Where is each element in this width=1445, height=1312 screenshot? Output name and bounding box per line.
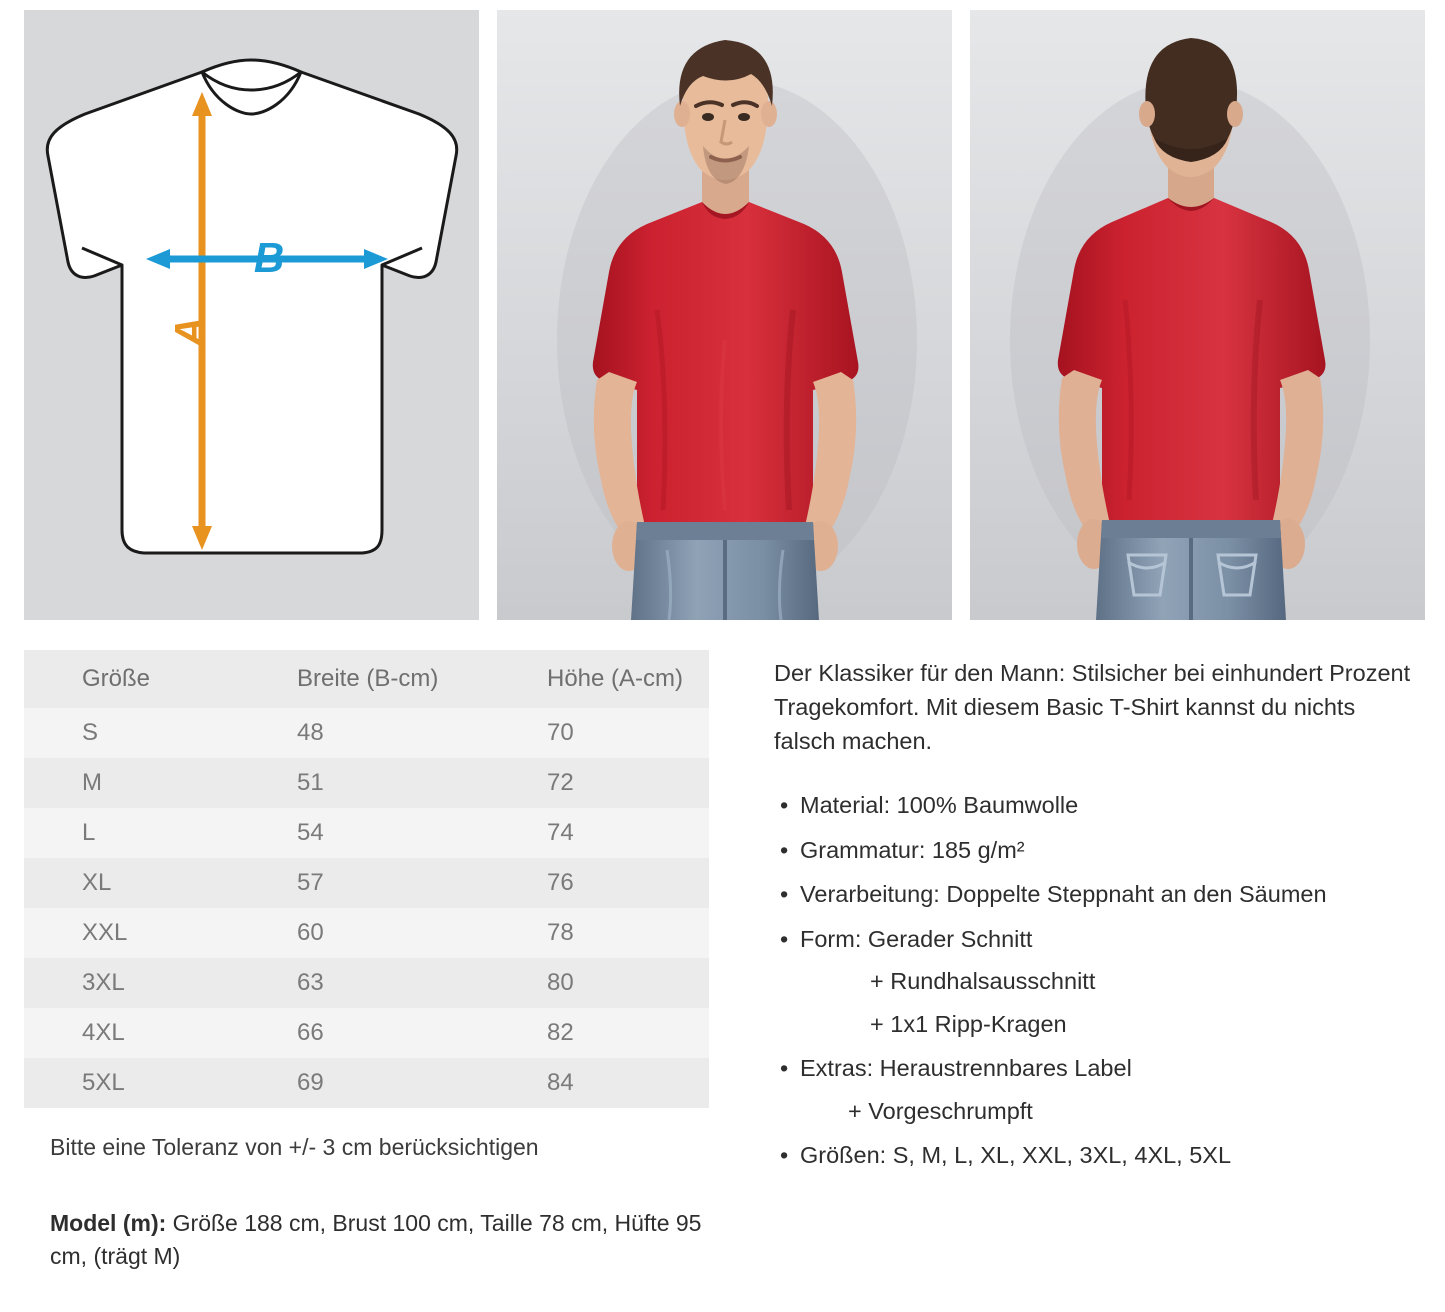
size-table-body bbox=[24, 708, 709, 1108]
cell-height: 70 bbox=[547, 719, 574, 746]
size-table-head bbox=[24, 650, 709, 708]
cell-height: 72 bbox=[547, 769, 574, 796]
table-row bbox=[24, 808, 709, 858]
feature-list bbox=[774, 794, 1421, 1168]
cell-width: 63 bbox=[297, 969, 324, 996]
cell-size: S bbox=[82, 719, 99, 746]
list-item bbox=[774, 883, 1421, 907]
cell-width: 48 bbox=[297, 719, 324, 746]
tshirt-technical-drawing bbox=[24, 10, 479, 620]
feature-text: Grammatur: 185 g/m² bbox=[800, 836, 1025, 863]
cell-width: 51 bbox=[297, 769, 324, 796]
model-front-panel bbox=[497, 10, 952, 620]
cell-size: L bbox=[82, 819, 96, 846]
model-note-text: Größe 188 cm, Brust 100 cm, Taille 78 cm, Hüfte 95 cm, (trägt M) bbox=[50, 1210, 702, 1270]
table-row bbox=[24, 1008, 709, 1058]
cell-height: 82 bbox=[547, 1019, 574, 1046]
col-header-height: Höhe (A-cm) bbox=[547, 665, 684, 692]
list-item bbox=[774, 1057, 1421, 1123]
table-row bbox=[24, 708, 709, 758]
details-section bbox=[0, 620, 1445, 1274]
cell-width: 66 bbox=[297, 1019, 324, 1046]
cell-size: XL bbox=[82, 869, 112, 896]
cell-size: 4XL bbox=[82, 1019, 125, 1046]
feature-text: Verarbeitung: Doppelte Steppnaht an den Säumen bbox=[800, 881, 1327, 908]
table-header-row bbox=[24, 650, 709, 708]
col-header-size: Größe bbox=[82, 665, 151, 692]
table-row bbox=[24, 908, 709, 958]
feature-text: Form: Gerader Schnitt bbox=[800, 925, 1033, 952]
cell-width: 69 bbox=[297, 1069, 324, 1096]
model-front-illustration bbox=[497, 10, 952, 620]
model-back-illustration bbox=[970, 10, 1425, 620]
cell-size: XXL bbox=[82, 919, 128, 946]
table-row bbox=[24, 958, 709, 1008]
cell-size: 5XL bbox=[82, 1069, 125, 1096]
feature-text: Material: 100% Baumwolle bbox=[800, 792, 1079, 819]
size-table bbox=[24, 650, 709, 1108]
cell-height: 76 bbox=[547, 869, 574, 896]
cell-width: 60 bbox=[297, 919, 324, 946]
width-label: B bbox=[253, 234, 285, 281]
cell-size: M bbox=[82, 769, 102, 796]
list-item bbox=[774, 836, 1421, 863]
tolerance-note: Bitte eine Toleranz von +/- 3 cm berücksichtigen bbox=[50, 1134, 539, 1160]
table-row bbox=[24, 858, 709, 908]
cell-height: 74 bbox=[547, 819, 574, 846]
cell-height: 78 bbox=[547, 919, 574, 946]
cell-height: 84 bbox=[547, 1069, 574, 1096]
cell-width: 54 bbox=[297, 819, 324, 846]
model-note-label: Model (m): bbox=[50, 1210, 167, 1236]
schematic-panel bbox=[24, 10, 479, 620]
size-table-column bbox=[24, 650, 734, 1274]
feature-text: Extras: Heraustrennbares Label bbox=[800, 1055, 1132, 1082]
cell-height: 80 bbox=[547, 969, 574, 996]
feature-subtext: + Rundhalsausschnitt bbox=[870, 968, 1096, 995]
product-image-row bbox=[0, 0, 1445, 620]
list-item bbox=[774, 1144, 1421, 1168]
cell-size: 3XL bbox=[82, 969, 125, 996]
feature-text: Größen: S, M, L, XL, XXL, 3XL, 4XL, 5XL bbox=[800, 1142, 1232, 1169]
list-item bbox=[774, 794, 1421, 818]
feature-subtext: + Vorgeschrumpft bbox=[848, 1097, 1033, 1124]
model-note bbox=[50, 1207, 734, 1274]
height-label: A bbox=[166, 316, 213, 348]
table-row bbox=[24, 758, 709, 808]
description-column bbox=[734, 650, 1421, 1274]
description-intro: Der Klassiker für den Mann: Stilsicher bei einhundert Prozent Tragekomfort. Mit diesem Basic T-Shirt kannst du nichts falsch machen. bbox=[774, 660, 1411, 755]
list-item bbox=[774, 925, 1421, 1037]
feature-subtext: + 1x1 Ripp-Kragen bbox=[870, 1010, 1067, 1037]
col-header-width: Breite (B-cm) bbox=[297, 665, 439, 692]
table-row bbox=[24, 1058, 709, 1108]
cell-width: 57 bbox=[297, 869, 324, 896]
model-back-panel bbox=[970, 10, 1425, 620]
